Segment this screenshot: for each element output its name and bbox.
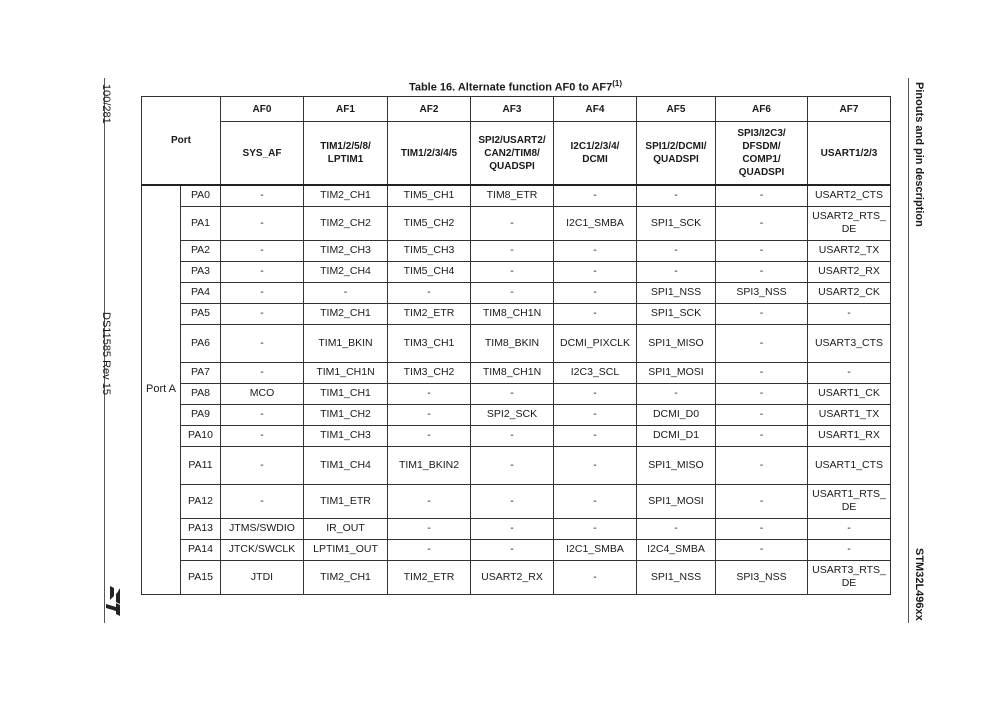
af-cell: - — [554, 185, 637, 206]
af-cell: - — [221, 362, 304, 383]
af-cell: USART2_CTS — [808, 185, 891, 206]
port-group-label: Port A — [142, 185, 181, 594]
af-cell: - — [221, 261, 304, 282]
af-cell: TIM8_CH1N — [471, 362, 554, 383]
af-cell: SPI3_NSS — [716, 560, 808, 594]
pin-name: PA1 — [181, 206, 221, 240]
af-cell: - — [808, 303, 891, 324]
af-header-6: AF6 — [716, 97, 808, 122]
af-function-1: TIM1/2/5/8/ LPTIM1 — [304, 122, 388, 186]
table-row — [142, 484, 891, 518]
pin-name: PA12 — [181, 484, 221, 518]
af-cell: I2C1_SMBA — [554, 539, 637, 560]
table-title — [141, 79, 890, 94]
af-cell: - — [808, 362, 891, 383]
af-cell: USART2_RTS_ DE — [808, 206, 891, 240]
af-cell: - — [221, 303, 304, 324]
document-id: DS11585 Rev 15 — [100, 312, 112, 395]
af-cell: - — [554, 518, 637, 539]
af-header-2: AF2 — [388, 97, 471, 122]
af-cell: TIM3_CH2 — [388, 362, 471, 383]
af-cell: DCMI_D1 — [637, 425, 716, 446]
right-margin-rule — [908, 78, 909, 623]
af-cell: SPI1_NSS — [637, 560, 716, 594]
af-cell: SPI2_SCK — [471, 404, 554, 425]
af-cell: USART1_RX — [808, 425, 891, 446]
af-cell: - — [716, 484, 808, 518]
af-cell: - — [554, 261, 637, 282]
pin-name: PA9 — [181, 404, 221, 425]
table-row — [142, 404, 891, 425]
af-cell: SPI1_SCK — [637, 206, 716, 240]
af-cell: - — [471, 240, 554, 261]
st-logo-icon — [101, 585, 125, 619]
af-cell: TIM5_CH3 — [388, 240, 471, 261]
section-title: Pinouts and pin description — [913, 82, 925, 227]
af-header-1: AF1 — [304, 97, 388, 122]
af-cell: - — [221, 446, 304, 484]
af-cell: - — [637, 261, 716, 282]
af-cell: - — [471, 261, 554, 282]
table-title-footnote: (1) — [612, 79, 623, 88]
af-header-7: AF7 — [808, 97, 891, 122]
af-cell: TIM5_CH4 — [388, 261, 471, 282]
af-function-5: SPI1/2/DCMI/ QUADSPI — [637, 122, 716, 186]
af-cell: TIM1_ETR — [304, 484, 388, 518]
pin-name: PA11 — [181, 446, 221, 484]
pin-name: PA15 — [181, 560, 221, 594]
af-cell: TIM2_CH2 — [304, 206, 388, 240]
af-cell: TIM2_CH1 — [304, 303, 388, 324]
af-cell: - — [304, 282, 388, 303]
af-cell: TIM1_CH3 — [304, 425, 388, 446]
af-function-4: I2C1/2/3/4/ DCMI — [554, 122, 637, 186]
af-cell: - — [388, 518, 471, 539]
table-row — [142, 240, 891, 261]
table-row — [142, 261, 891, 282]
af-cell: TIM2_CH1 — [304, 560, 388, 594]
af-cell: - — [471, 383, 554, 404]
af-cell: - — [716, 303, 808, 324]
af-cell: - — [221, 185, 304, 206]
af-cell: SPI1_MISO — [637, 324, 716, 362]
af-cell: USART2_CK — [808, 282, 891, 303]
af-cell: IR_OUT — [304, 518, 388, 539]
af-cell: TIM1_CH1 — [304, 383, 388, 404]
table-row — [142, 425, 891, 446]
af-header-3: AF3 — [471, 97, 554, 122]
page-number: 100/281 — [100, 84, 112, 124]
af-header-0: AF0 — [221, 97, 304, 122]
af-cell: - — [716, 425, 808, 446]
af-cell: - — [554, 383, 637, 404]
pin-name: PA0 — [181, 185, 221, 206]
table-row — [142, 539, 891, 560]
af-cell: TIM1_CH1N — [304, 362, 388, 383]
af-cell: - — [716, 185, 808, 206]
af-cell: - — [471, 484, 554, 518]
af-cell: TIM1_CH4 — [304, 446, 388, 484]
af-cell: - — [716, 261, 808, 282]
af-cell: - — [221, 404, 304, 425]
af-cell: - — [554, 303, 637, 324]
af-cell: TIM2_CH4 — [304, 261, 388, 282]
af-cell: - — [554, 560, 637, 594]
af-cell: - — [716, 362, 808, 383]
af-cell: DCMI_D0 — [637, 404, 716, 425]
af-cell: TIM2_ETR — [388, 560, 471, 594]
af-cell: - — [554, 425, 637, 446]
table-row — [142, 383, 891, 404]
af-cell: - — [388, 282, 471, 303]
af-cell: TIM5_CH2 — [388, 206, 471, 240]
af-cell: LPTIM1_OUT — [304, 539, 388, 560]
pin-name: PA4 — [181, 282, 221, 303]
af-cell: - — [554, 446, 637, 484]
table-row — [142, 560, 891, 594]
af-cell: - — [221, 240, 304, 261]
af-cell: SPI1_NSS — [637, 282, 716, 303]
af-cell: - — [554, 404, 637, 425]
af-cell: TIM5_CH1 — [388, 185, 471, 206]
af-cell: MCO — [221, 383, 304, 404]
af-cell: - — [554, 240, 637, 261]
pin-name: PA14 — [181, 539, 221, 560]
table-row — [142, 362, 891, 383]
af-cell: - — [716, 539, 808, 560]
pin-name: PA5 — [181, 303, 221, 324]
af-cell: USART2_RX — [471, 560, 554, 594]
pin-name: PA8 — [181, 383, 221, 404]
af-cell: USART1_TX — [808, 404, 891, 425]
alternate-function-table — [141, 96, 891, 595]
af-cell: - — [554, 484, 637, 518]
af-cell: TIM8_ETR — [471, 185, 554, 206]
af-function-6: SPI3/I2C3/ DFSDM/ COMP1/ QUADSPI — [716, 122, 808, 186]
af-cell: - — [471, 539, 554, 560]
af-cell: - — [388, 539, 471, 560]
af-cell: JTDI — [221, 560, 304, 594]
af-function-3: SPI2/USART2/ CAN2/TIM8/ QUADSPI — [471, 122, 554, 186]
af-cell: TIM2_CH3 — [304, 240, 388, 261]
af-cell: - — [221, 484, 304, 518]
af-cell: - — [716, 324, 808, 362]
pin-name: PA10 — [181, 425, 221, 446]
af-cell: USART2_TX — [808, 240, 891, 261]
af-header-5: AF5 — [637, 97, 716, 122]
af-cell: - — [637, 383, 716, 404]
af-cell: SPI1_MISO — [637, 446, 716, 484]
af-cell: - — [716, 240, 808, 261]
af-cell: USART3_RTS_ DE — [808, 560, 891, 594]
table-row — [142, 282, 891, 303]
af-cell: - — [808, 518, 891, 539]
af-cell: - — [716, 383, 808, 404]
af-cell: TIM2_ETR — [388, 303, 471, 324]
af-cell: TIM1_BKIN — [304, 324, 388, 362]
pin-name: PA6 — [181, 324, 221, 362]
af-cell: USART1_CK — [808, 383, 891, 404]
table-row — [142, 206, 891, 240]
af-cell: - — [221, 324, 304, 362]
af-cell: USART2_RX — [808, 261, 891, 282]
af-cell: - — [716, 404, 808, 425]
af-cell: TIM8_CH1N — [471, 303, 554, 324]
af-cell: DCMI_PIXCLK — [554, 324, 637, 362]
table-row — [142, 185, 891, 206]
af-cell: - — [808, 539, 891, 560]
af-cell: - — [471, 425, 554, 446]
pin-name: PA7 — [181, 362, 221, 383]
af-function-0: SYS_AF — [221, 122, 304, 186]
af-cell: - — [471, 282, 554, 303]
af-cell: - — [388, 404, 471, 425]
af-cell: TIM2_CH1 — [304, 185, 388, 206]
pin-name: PA2 — [181, 240, 221, 261]
af-header-4: AF4 — [554, 97, 637, 122]
af-cell: - — [637, 240, 716, 261]
chip-name: STM32L496xx — [913, 548, 925, 621]
af-cell: - — [716, 206, 808, 240]
af-cell: TIM1_CH2 — [304, 404, 388, 425]
af-cell: TIM1_BKIN2 — [388, 446, 471, 484]
af-cell: - — [471, 446, 554, 484]
af-cell: - — [388, 425, 471, 446]
af-cell: - — [716, 518, 808, 539]
pin-name: PA13 — [181, 518, 221, 539]
af-cell: SPI1_MOSI — [637, 484, 716, 518]
af-cell: I2C1_SMBA — [554, 206, 637, 240]
table-title-text: Table 16. Alternate function AF0 to AF7 — [408, 81, 613, 94]
af-cell: - — [388, 484, 471, 518]
af-function-7: USART1/2/3 — [808, 122, 891, 186]
table-row — [142, 303, 891, 324]
af-cell: TIM8_BKIN — [471, 324, 554, 362]
af-cell: - — [221, 206, 304, 240]
af-cell: - — [221, 425, 304, 446]
af-cell: USART3_CTS — [808, 324, 891, 362]
af-cell: USART1_CTS — [808, 446, 891, 484]
af-cell: SPI3_NSS — [716, 282, 808, 303]
af-cell: - — [388, 383, 471, 404]
af-cell: JTCK/SWCLK — [221, 539, 304, 560]
af-function-2: TIM1/2/3/4/5 — [388, 122, 471, 186]
af-cell: I2C4_SMBA — [637, 539, 716, 560]
af-cell: SPI1_MOSI — [637, 362, 716, 383]
table-row — [142, 518, 891, 539]
port-header: Port — [142, 97, 221, 186]
table-row — [142, 324, 891, 362]
af-cell: - — [221, 282, 304, 303]
af-cell: USART1_RTS_ DE — [808, 484, 891, 518]
table-row — [142, 446, 891, 484]
af-cell: I2C3_SCL — [554, 362, 637, 383]
af-cell: - — [471, 206, 554, 240]
af-cell: - — [637, 185, 716, 206]
af-cell: - — [716, 446, 808, 484]
af-cell: JTMS/SWDIO — [221, 518, 304, 539]
af-cell: - — [554, 282, 637, 303]
af-cell: TIM3_CH1 — [388, 324, 471, 362]
pin-name: PA3 — [181, 261, 221, 282]
af-cell: SPI1_SCK — [637, 303, 716, 324]
af-cell: - — [471, 518, 554, 539]
af-cell: - — [637, 518, 716, 539]
